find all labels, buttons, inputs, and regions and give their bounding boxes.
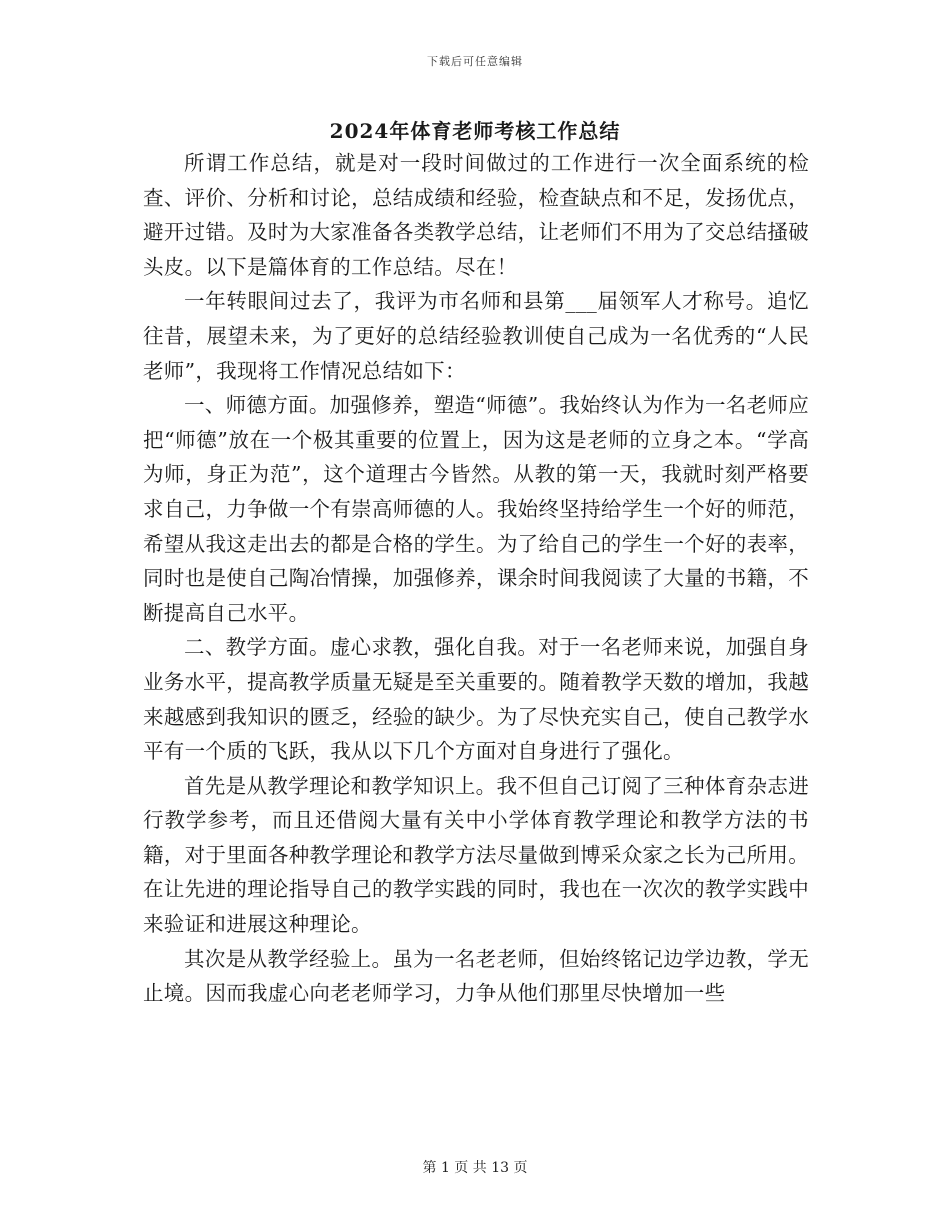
paragraph-experience: 其次是从教学经验上。虽为一名老老师，但始终铭记边学边教，学无止境。因而我虚心向老老师学习，力争从他们那里尽快增加一些 (143, 946, 809, 1006)
paragraph-overview: 一年转眼间过去了，我评为市名师和县第___届领军人才称号。追忆往昔，展望未来，为了更好的总结经验教训使自己成为一名优秀的“人民老师”，我现将工作情况总结如下： (143, 289, 809, 383)
document-title: 2024年体育老师考核工作总结 (329, 119, 621, 143)
paragraph-ethics: 一、师德方面。加强修养，塑造“师德”。我始终认为作为一名老师应把“师德”放在一个极其重要的位置上，因为这是老师的立身之本。“学高为师，身正为范”，这个道理古今皆然。从教的第一天，我就时刻严格要求自己，力争做一个有崇高师德的人。我始终坚持给学生一个好的师范，希望从我这走出去的都是合格的学生。为了给自己的学生一个好的表率，同时也是使自己陶冶情操，加强修养，课余时间我阅读了大量的书籍，不断提高自己水平。 (143, 393, 809, 625)
paragraph-intro: 所谓工作总结，就是对一段时间做过的工作进行一次全面系统的检查、评价、分析和讨论，总结成绩和经验，检查缺点和不足，发扬优点，避开过错。及时为大家准备各类教学总结，让老师们不用为了交总结搔破头皮。以下是篇体育的工作总结。尽在！ (143, 151, 809, 279)
page-number: 第 1 页 共 13 页 (422, 1160, 528, 1176)
document-body (143, 146, 809, 1011)
paragraph-theory: 首先是从教学理论和教学知识上。我不但自己订阅了三种体育杂志进行教学参考，而且还借阅大量有关中小学体育教学理论和教学方法的书籍，对于里面各种教学理论和教学方法尽量做到博采众家之长为己所用。在让先进的理论指导自己的教学实践的同时，我也在一次次的教学实践中来验证和进展这种理论。 (143, 773, 809, 937)
header-note: 下载后可任意编辑 (427, 55, 523, 68)
paragraph-teaching: 二、教学方面。虚心求教，强化自我。对于一名老师来说，加强自身业务水平，提高教学质量无疑是至关重要的。随着教学天数的增加，我越来越感到我知识的匮乏，经验的缺少。为了尽快充实自己，使自己教学水平有一个质的飞跃，我从以下几个方面对自身进行了强化。 (143, 635, 809, 764)
